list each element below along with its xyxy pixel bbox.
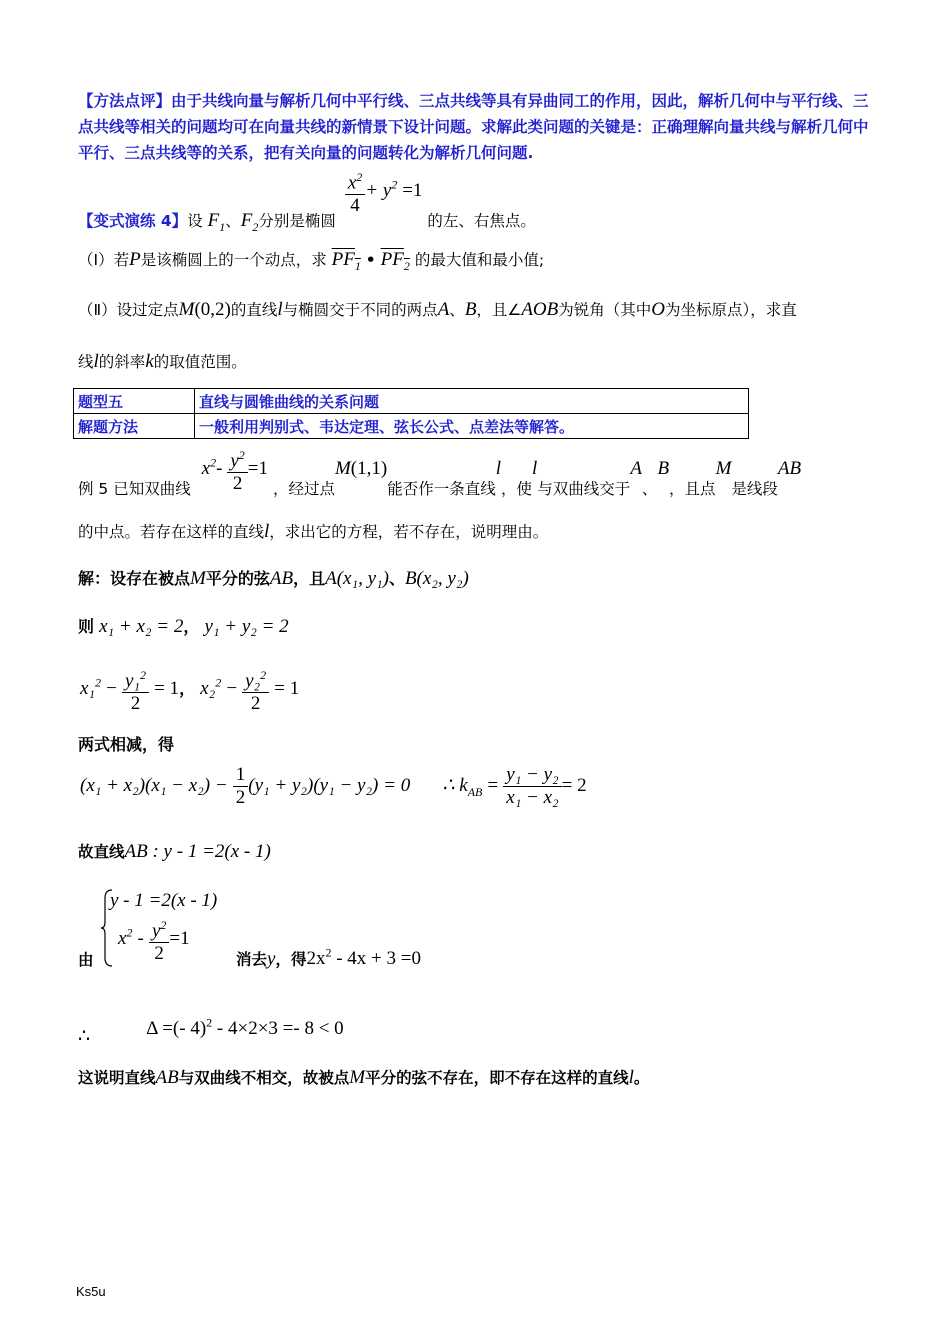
method-review-tag: 【方法点评】 xyxy=(78,92,172,110)
system-frac: $\frac{y^2}{2}$ xyxy=(149,914,169,965)
part2-text-5: 为坐标原点），求直 xyxy=(665,301,797,319)
solution-text: 平分的弦不存在，即不存在这样的直线 xyxy=(365,1069,629,1087)
point-m-coord: (1,1) xyxy=(350,458,388,480)
minus-sign: − xyxy=(226,678,238,700)
slope-k-ab: ∴ $k_{AB}$ xyxy=(442,775,483,799)
example5-text-6: ，且点 xyxy=(669,480,716,499)
slope-frac: $\frac{\text{y₁ − y₂}}{\text{x₁ − x₂}}$ xyxy=(503,764,561,809)
variant-text-2: 分别是椭圆 xyxy=(258,212,336,231)
y2-frac: $\frac{y_2^2}{2}$ xyxy=(242,664,269,715)
system-minus: - xyxy=(137,928,144,950)
difference-lhs: (x₁ + x₂)(x₁ − x₂) − xyxy=(80,775,228,796)
solution-line-4 xyxy=(78,732,174,755)
quadratic-result: $2x^2 - 4x + 3 =0$ xyxy=(306,946,421,970)
solution-comma: ， xyxy=(183,617,200,636)
difference-rhs: (y₁ + y₂)(y₁ − y₂) = 0 xyxy=(248,775,411,796)
variant-sep: 、 xyxy=(225,212,241,231)
example5-text-4: ，使 xyxy=(501,480,533,499)
table-row xyxy=(74,389,749,414)
solution-line-9 xyxy=(78,1066,649,1089)
point-m-2: M xyxy=(715,458,732,480)
part2-text-1: 的直线 xyxy=(230,301,278,319)
variant-text-1: 设 xyxy=(187,212,203,231)
variant-tag: 【变式演练 4】 xyxy=(78,212,188,231)
hyperbola-minus: - xyxy=(216,458,223,480)
solution-line-5: (x₁ + x₂)(x₁ − x₂) − $\frac{1}{2}$ (y₁ + y₂)(y₁ − y₂) = 0 ∴ $k_{AB}$ = $\frac{\text{y₁ − y₂}}{\text{x₁ − x₂}}$ = 2 xyxy=(80,764,587,808)
variant-line xyxy=(78,166,536,234)
minus-sign: − xyxy=(106,678,117,700)
sum-y-equation: y₁ + y₂ = 2 xyxy=(204,616,289,637)
example5-text-3: 能否作一条直线 xyxy=(387,480,496,499)
footer-text: Ks5u xyxy=(76,1284,106,1299)
segment-ab: AB xyxy=(777,458,802,480)
f1-symbol: $F_1$ xyxy=(207,210,226,234)
system-line-1: y - 1 =2(x - 1) xyxy=(110,890,218,911)
variable-y: y xyxy=(267,948,276,970)
example-5 xyxy=(78,444,802,499)
part2-text-7: 的斜率 xyxy=(98,353,146,371)
dot-operator: • xyxy=(365,251,376,269)
system-x2: $x^2$ xyxy=(118,925,133,950)
solution-text: 故直线 xyxy=(78,843,125,861)
solution-text: ，且 xyxy=(293,569,326,588)
line-ab-equation: AB : y - 1 =2(x - 1) xyxy=(124,841,271,862)
line-l: l xyxy=(277,299,283,320)
part1-text-1: 是该椭圆上的一个动点，求 xyxy=(140,251,327,269)
point-a: A xyxy=(437,299,450,320)
ellipse-eq-rest: + $y^2$ xyxy=(365,177,398,202)
method-review xyxy=(78,88,878,166)
solution-text: 平分的弦 xyxy=(205,569,270,588)
table-cell: 一般利用判别式、韦达定理、弦长公式、点差法等解答。 xyxy=(195,414,749,439)
solution-text: ，得 xyxy=(275,950,307,969)
point-a: A xyxy=(630,458,642,480)
y1-frac: $\frac{y_1^2}{2}$ xyxy=(122,664,149,715)
point-m: M xyxy=(349,1067,366,1088)
point-b: B xyxy=(657,458,670,480)
line-l-3: l xyxy=(264,521,270,542)
point-m: M xyxy=(334,458,351,480)
solution-line-2 xyxy=(78,614,289,638)
example5-text-8: 的中点。若存在这样的直线 xyxy=(78,523,265,541)
example5-text-1: 例 5 已知双曲线 xyxy=(78,480,191,499)
example-5-cont xyxy=(78,520,548,543)
solution-comma: ， xyxy=(179,679,196,699)
point-p: P xyxy=(129,249,141,270)
variant-text-3: 的左、右焦点。 xyxy=(427,212,536,231)
eq2-end: = 1 xyxy=(274,678,300,700)
solution-text: 消去 xyxy=(236,950,268,969)
table-cell: 解题方法 xyxy=(74,414,195,439)
method-review-text: 由于共线向量与解析几何中平行线、三点共线等具有异曲同工的作用，因此，解析几何中与平行线、三点共线等相关的问题均可在向量共线的新情景下设计问题。求解此类问题的关键是：正确理解向量共线与解析几何中平行、三点共线等的关系，把有关向量的问题转化为解析几何问题. xyxy=(78,92,869,162)
line-l: l xyxy=(495,458,501,480)
table-cell: 直线与圆锥曲线的关系问题 xyxy=(195,389,749,414)
system-eq-end: =1 xyxy=(169,928,190,950)
solution-line-7 xyxy=(78,884,778,974)
table-cell: 题型五 xyxy=(74,389,195,414)
solution-text: 两式相减，得 xyxy=(78,735,175,754)
line-l: l xyxy=(628,1067,634,1088)
f2-symbol: $F_2$ xyxy=(240,210,259,234)
part-1 xyxy=(78,248,544,274)
example5-sep: 、 xyxy=(641,480,658,499)
eq1-end: = 1 xyxy=(154,678,180,700)
solution-line-6 xyxy=(78,840,271,863)
therefore-symbol: ∴ xyxy=(78,1026,91,1048)
ellipse-eq-end: =1 xyxy=(402,180,423,202)
part1-text-2: 的最大值和最小值; xyxy=(414,251,545,269)
solution-line-8 xyxy=(78,1016,344,1048)
example5-text-5: 与双曲线交于 xyxy=(537,480,631,499)
point-a-coord: A(x₁, y₁) xyxy=(325,568,389,589)
point-o: O xyxy=(651,299,666,320)
solution-text: 与双曲线不相交，故被点 xyxy=(178,1069,350,1087)
solution-text: 解：设存在被点 xyxy=(78,569,191,588)
part2-text-3: ，且∠ xyxy=(476,301,522,319)
point-m-coord: (0,2) xyxy=(194,299,231,320)
x2-squared: x₂$^2$ xyxy=(200,675,222,700)
part2-text-6: 线 xyxy=(78,353,94,371)
solution-text: 则 xyxy=(78,617,95,636)
discriminant: Δ =(- 4)$^2$ - 4×2×3 =- 8 < 0 xyxy=(146,1016,344,1040)
line-l-2: l xyxy=(532,458,538,480)
part2-label: （Ⅱ）设过定点 xyxy=(78,301,179,319)
problem-type-table xyxy=(73,388,749,439)
part-2-cont xyxy=(78,350,247,373)
part2-text-8: 的取值范围。 xyxy=(153,353,247,371)
part2-sep: 、 xyxy=(449,301,465,319)
x1-squared: x₁$^2$ xyxy=(80,675,102,700)
example5-text-2: ，经过点 xyxy=(272,480,335,499)
table-row xyxy=(74,414,749,439)
example5-text-9: ，求出它的方程，若不存在，说明理由。 xyxy=(269,523,549,541)
half-frac: $\frac{1}{2}$ xyxy=(233,764,249,809)
angle-aob: AOB xyxy=(521,299,559,320)
solution-text: 。 xyxy=(633,1069,650,1087)
example5-text-7: 是线段 xyxy=(731,480,778,499)
slope-value: = 2 xyxy=(561,775,587,796)
solution-line-1 xyxy=(78,566,469,590)
hyperbola-x2: $x^2$ xyxy=(201,455,217,480)
point-b-coord: B(x₂, y₂) xyxy=(404,568,469,589)
solution-line-3 xyxy=(80,664,299,715)
part-2 xyxy=(78,298,797,321)
part2-text-2: 与椭圆交于不同的两点 xyxy=(282,301,438,319)
point-m: M xyxy=(190,568,206,589)
point-m: M xyxy=(178,299,195,320)
sum-x-equation: x₁ + x₂ = 2 xyxy=(99,616,184,637)
slope-k: k xyxy=(145,351,154,372)
solution-text: 由 xyxy=(78,951,94,969)
hyperbola-frac: $\frac{y^2}{2}$ xyxy=(227,444,247,495)
line-l-2: l xyxy=(93,351,99,372)
part1-label: （Ⅰ）若 xyxy=(78,251,130,269)
hyperbola-eq-end: =1 xyxy=(247,458,269,480)
chord-ab: AB xyxy=(269,568,294,589)
part2-text-4: 为锐角（其中 xyxy=(558,301,652,319)
point-b: B xyxy=(464,299,477,320)
vector-pf2: $PF_2$ xyxy=(380,249,410,273)
ellipse-equation: $\frac{x^2}{4}$ xyxy=(345,166,365,217)
vector-pf1: $PF_1$ xyxy=(331,249,361,273)
solution-sep: 、 xyxy=(388,569,405,588)
line-ab: AB xyxy=(155,1067,179,1088)
solution-text: 这说明直线 xyxy=(78,1069,156,1087)
